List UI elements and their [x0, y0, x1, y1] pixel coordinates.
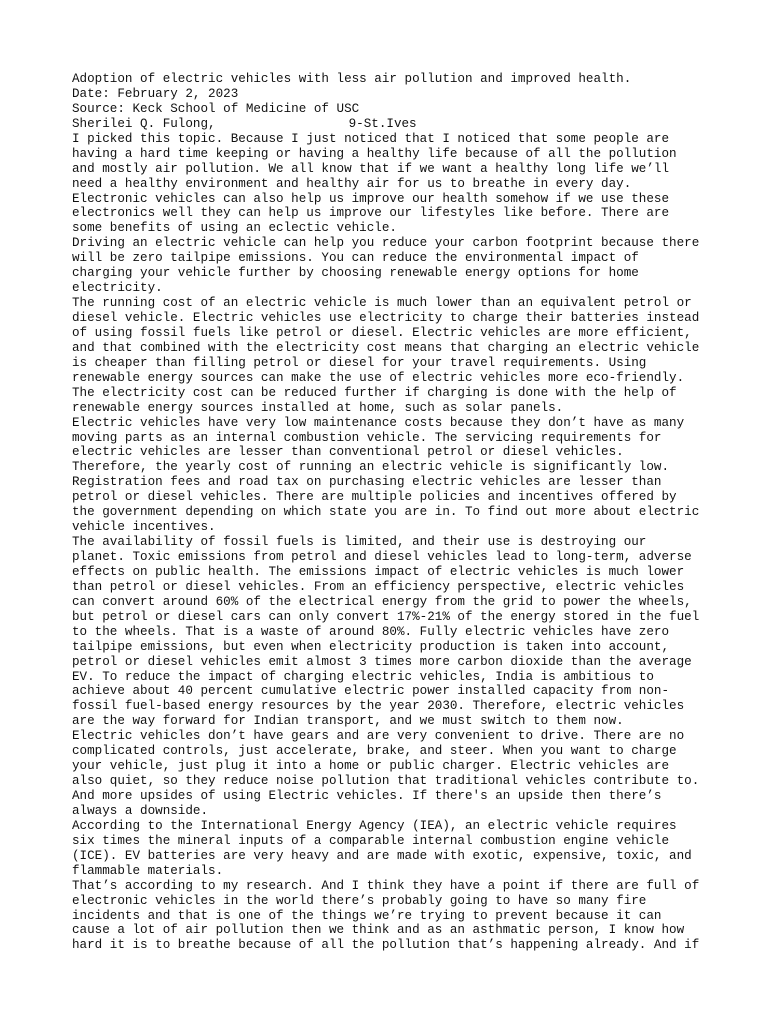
body-line: charging your vehicle further by choosing renewable energy options for home [72, 266, 639, 281]
body-line: Registration fees and road tax on purchasing electric vehicles are lesser than [72, 475, 662, 490]
author-row [72, 117, 712, 132]
body-line: complicated controls, just accelerate, brake, and steer. When you want to charge [72, 744, 677, 759]
body-line: renewable energy sources installed at home, such as solar panels. [72, 400, 564, 415]
body-line: need a healthy environment and healthy air for us to breathe in every day. [72, 176, 632, 191]
body-line: always a downside. [72, 803, 209, 818]
body-line: Electric vehicles don’t have gears and are very convenient to drive. There are no [72, 729, 685, 744]
body-line: (ICE). EV batteries are very heavy and are made with exotic, expensive, toxic, and [72, 848, 692, 863]
body-line: The running cost of an electric vehicle is much lower than an equivalent petrol or [72, 296, 692, 311]
body-line: the government depending on which state you are in. To find out more about electric [72, 505, 700, 520]
author-section: 9-St.Ives [348, 116, 417, 131]
body-line: tailpipe emissions, but even when electricity production is taken into account, [72, 639, 670, 654]
body-line: cause a lot of air pollution then we think and as an asthmatic person, I know how [72, 923, 685, 938]
body-line: incidents and that is one of the things we’re trying to prevent because it can [72, 908, 662, 923]
body-line: to the wheels. That is a waste of around 80%. Fully electric vehicles have zero [72, 624, 670, 639]
body-line: electronics well they can help us improve our lifestyles like before. There are [72, 206, 670, 221]
body-line: will be zero tailpipe emissions. You can reduce the environmental impact of [72, 251, 639, 266]
body-line: I picked this topic. Because I just noticed that I noticed that some people are [72, 131, 670, 146]
body-line: can convert around 60% of the electrical energy from the grid to power the wheels, [72, 594, 692, 609]
body-line: also quiet, so they reduce noise pollution that traditional vehicles contribute to. [72, 774, 700, 789]
body-line: petrol or diesel vehicles. There are multiple policies and incentives offered by [72, 490, 677, 505]
body-line: electric vehicles are lesser than conventional petrol or diesel vehicles. [72, 445, 624, 460]
body-line: diesel vehicle. Electric vehicles use electricity to charge their batteries instead [72, 311, 700, 325]
body-line: planet. Toxic emissions from petrol and diesel vehicles lead to long-term, adverse [72, 550, 692, 564]
body-line: According to the International Energy Agency (IEA), an electric vehicle requires [72, 818, 677, 833]
body-line: The availability of fossil fuels is limited, and their use is destroying our [72, 535, 647, 550]
body-line: flammable materials. [72, 863, 224, 878]
body-line: is cheaper than filling petrol or diesel for your travel requirements. Using [72, 355, 647, 370]
body-line: six times the mineral inputs of a comparable internal combustion engine vehicle [72, 833, 670, 848]
document-source: Source: Keck School of Medicine of USC [72, 101, 360, 116]
body-line: Driving an electric vehicle can help you reduce your carbon footprint because there [72, 236, 700, 251]
document-page [72, 72, 712, 953]
body-line: And more upsides of using Electric vehicles. If there's an upside then there’s [72, 789, 662, 803]
body-line: That’s according to my research. And I think they have a point if there are full of [72, 878, 700, 893]
body-line: achieve about 40 percent cumulative electric power installed capacity from non- [72, 684, 670, 699]
body-line: Therefore, the yearly cost of running an electric vehicle is significantly low. [72, 460, 670, 475]
body-line: of using fossil fuels like petrol or diesel. Electric vehicles are more efficient, [72, 325, 692, 340]
body-line: having a hard time keeping or having a healthy life because of all the pollution [72, 146, 677, 161]
body-text [72, 132, 712, 954]
body-line: but petrol or diesel cars can only convert 17%-21% of the energy stored in the fuel [72, 609, 700, 624]
body-line: petrol or diesel vehicles emit almost 3 times more carbon dioxide than the average [72, 654, 692, 669]
body-line: EV. To reduce the impact of charging electric vehicles, India is ambitious to [72, 669, 654, 684]
body-line: and that combined with the electricity cost means that charging an electric vehicle [72, 340, 700, 355]
document-title: Adoption of electric vehicles with less air pollution and improved health. [72, 72, 632, 86]
body-line: fossil fuel-based energy resources by the year 2030. Therefore, electric vehicles [72, 699, 685, 714]
body-line: your vehicle, just plug it into a home or public charger. Electric vehicles are [72, 759, 670, 774]
body-line: than petrol or diesel vehicles. From an efficiency perspective, electric vehicles [72, 579, 685, 594]
body-line: and mostly air pollution. We all know that if we want a healthy long life we’ll [72, 161, 670, 176]
author-name: Sherilei Q. Fulong, [72, 116, 216, 131]
body-line: vehicle incentives. [72, 520, 216, 535]
body-line: Electronic vehicles can also help us improve our health somehow if we use these [72, 191, 670, 206]
document-date: Date: February 2, 2023 [72, 86, 239, 101]
body-line: some benefits of using an eclectic vehicle. [72, 221, 397, 236]
body-line: The electricity cost can be reduced further if charging is done with the help of [72, 385, 677, 400]
body-line: electronic vehicles in the world there’s probably going to have so many fire [72, 893, 647, 908]
body-line: effects on public health. The emissions impact of electric vehicles is much lower [72, 564, 685, 579]
body-line: are the way forward for Indian transport, and we must switch to them now. [72, 714, 624, 729]
body-line: moving parts as an internal combustion vehicle. The servicing requirements for [72, 430, 662, 445]
body-line: renewable energy sources can make the use of electric vehicles more eco-friendly. [72, 370, 685, 385]
body-line: hard it is to breathe because of all the pollution that’s happening already. And if [72, 938, 700, 953]
body-line: Electric vehicles have very low maintenance costs because they don’t have as many [72, 415, 685, 430]
body-line: electricity. [72, 281, 163, 296]
